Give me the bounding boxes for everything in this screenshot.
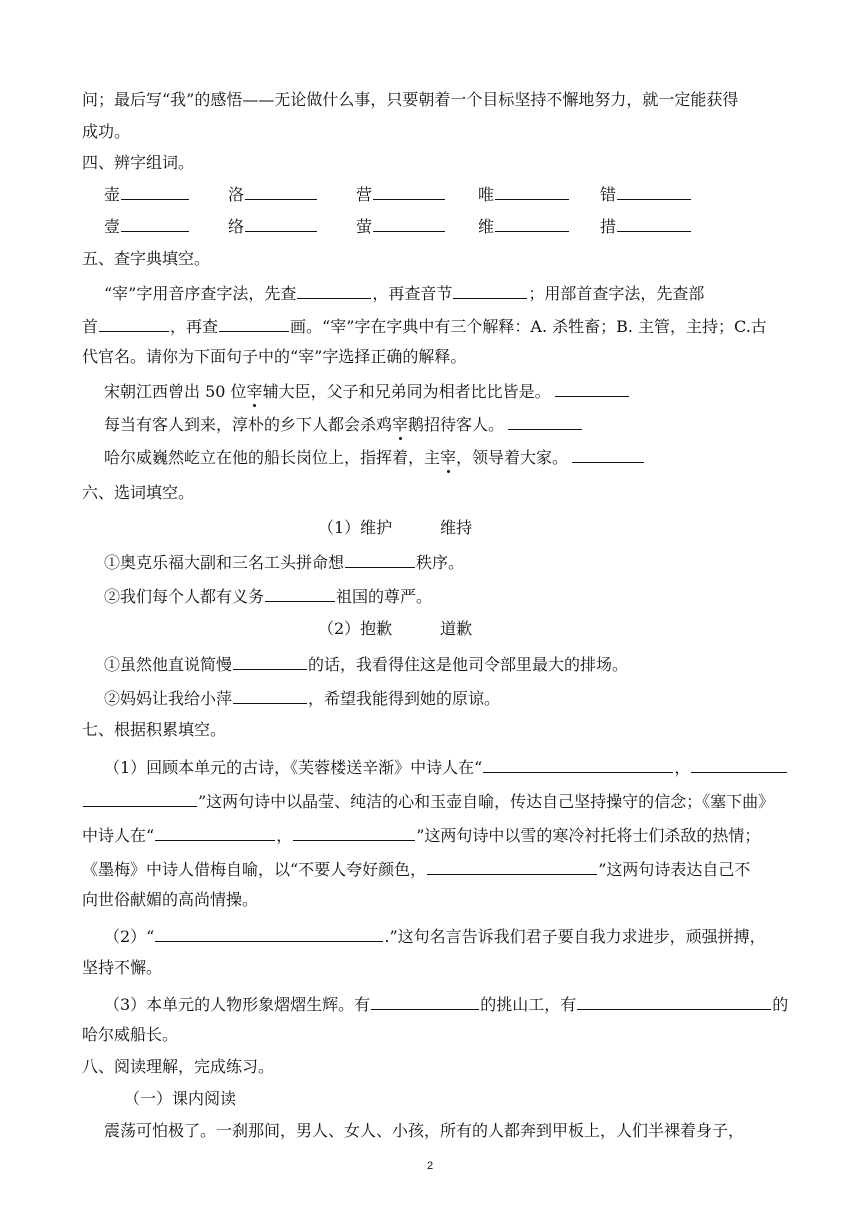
char: 壶	[104, 185, 121, 204]
answer-blank[interactable]	[245, 183, 317, 200]
answer-blank[interactable]	[245, 215, 317, 232]
answer-blank[interactable]	[427, 858, 597, 875]
answer-blank[interactable]	[483, 756, 673, 773]
choice-sentence: ②妈妈让我给小萍 ，希望我能得到她的原谅。	[104, 689, 501, 708]
intro-line-2: 成功。	[82, 122, 131, 141]
char: 措	[600, 217, 617, 236]
answer-blank[interactable]	[99, 315, 169, 332]
quote-line-2: 坚持不懈。	[82, 958, 163, 977]
answer-blank[interactable]	[373, 215, 445, 232]
choice-sentence: ②我们每个人都有义务 祖国的尊严。	[104, 587, 433, 606]
answer-blank[interactable]	[577, 993, 771, 1010]
char: 络	[228, 217, 245, 236]
answer-blank[interactable]	[555, 380, 629, 397]
choice-sentence: ①奥克乐福大副和三名工头拼命想 秩序。	[104, 553, 465, 572]
subsection-heading: （一）课内阅读	[124, 1089, 237, 1108]
answer-blank[interactable]	[219, 315, 289, 332]
example-sentence-3: 哈尔威巍然屹立在他的船长岗位上，指挥着，主宰，领导着大家。	[104, 446, 645, 468]
char: 萤	[356, 217, 373, 236]
section-4-heading: 四、辨字组词。	[82, 153, 195, 172]
word-pair-cell	[600, 215, 692, 237]
reading-paragraph: 震荡可怕极了。一刹那间，男人、女人、小孩，所有的人都奔到甲板上，人们半裸着身子，	[104, 1121, 745, 1140]
word-pair-cell	[104, 183, 190, 205]
word-pair-cell	[356, 183, 446, 205]
answer-blank[interactable]	[373, 183, 445, 200]
char: 错	[600, 185, 617, 204]
answer-blank[interactable]	[293, 824, 415, 841]
character-line: （3）本单元的人物形象熠熠生辉。有 的挑山工，有 的	[104, 995, 789, 1014]
poem-line-5: 向世俗献媚的高尚情操。	[82, 890, 259, 909]
char: 壹	[104, 217, 121, 236]
word-pair-cell	[478, 215, 570, 237]
word-pair-cell	[478, 183, 570, 205]
answer-blank[interactable]	[155, 824, 275, 841]
char: 唯	[478, 185, 495, 204]
choice-sentence: ①虽然他直说简慢 的话，我看得住这是他司令部里最大的排场。	[104, 655, 629, 674]
dotted-char: 宰	[246, 382, 263, 401]
answer-blank[interactable]	[155, 925, 383, 942]
quote-line: （2）“ .”这句名言告诉我们君子要自我力求进步，顽强拼搏，	[104, 927, 766, 946]
word-pair-cell	[104, 215, 190, 237]
poem-line-1: （1）回顾本单元的古诗，《芙蓉楼送辛渐》中诗人在“ ，	[104, 756, 788, 778]
dotted-char: 宰	[440, 448, 457, 467]
poem-line-2: ”这两句诗中以晶莹、纯洁的心和玉壶自喻，传达自己坚持操守的信念；《塞下曲》	[82, 790, 774, 812]
answer-blank[interactable]	[345, 551, 415, 568]
page-number: 2	[426, 1160, 434, 1172]
dictionary-line-3: 代官名。请你为下面句子中的“宰”字选择正确的解释。	[82, 347, 467, 366]
char: 营	[356, 185, 373, 204]
answer-blank[interactable]	[495, 183, 569, 200]
answer-blank[interactable]	[233, 653, 307, 670]
char: 维	[478, 217, 495, 236]
answer-blank[interactable]	[617, 183, 691, 200]
section-5-heading: 五、查字典填空。	[82, 249, 211, 268]
poem-line-3: 中诗人在“ ， ”这两句诗中以雪的寒冷衬托将士们杀敌的热情；	[82, 826, 761, 845]
answer-blank[interactable]	[572, 446, 644, 463]
answer-blank[interactable]	[121, 215, 189, 232]
word-pair-cell	[600, 183, 692, 205]
answer-blank[interactable]	[121, 183, 189, 200]
example-sentence-1: 宋朝江西曾出 50 位宰辅大臣，父子和兄弟同为相者比比皆是。	[104, 380, 630, 402]
poem-line-4: 《墨梅》中诗人借梅自喻，以“不要人夸好颜色， ”这两句诗表达自己不	[82, 860, 751, 879]
answer-blank[interactable]	[371, 993, 479, 1010]
answer-blank[interactable]	[617, 215, 691, 232]
answer-blank[interactable]	[83, 790, 197, 807]
answer-blank[interactable]	[233, 687, 307, 704]
example-sentence-2: 每当有客人到来，淳朴的乡下人都会杀鸡宰鹅招待客人。	[104, 413, 583, 435]
word-pair-cell	[356, 215, 446, 237]
dotted-char: 宰	[392, 415, 409, 434]
intro-line-1: 问；最后写“我”的感悟——无论做什么事，只要朝着一个目标坚持不懈地努力，就一定能获得	[82, 90, 739, 109]
answer-blank[interactable]	[453, 282, 527, 299]
section-8-heading: 八、阅读理解，完成练习。	[82, 1057, 275, 1076]
word-pair-cell	[228, 183, 318, 205]
answer-blank[interactable]	[297, 282, 371, 299]
word-pair-cell	[228, 215, 318, 237]
char: 洛	[228, 185, 245, 204]
dictionary-line-1: “宰”字用音序查字法，先查 ，再查音节 ；用部首查字法，先查部	[104, 284, 705, 303]
section-7-heading: 七、根据积累填空。	[82, 720, 227, 739]
word-choice-group-1: （1）维护 维持	[318, 518, 473, 537]
dictionary-line-2: 首 ，再查 画。“宰”字在字典中有三个解释：A. 杀牲畜；B. 主管，主持；C.古	[82, 317, 767, 336]
character-line-2: 哈尔威船长。	[82, 1025, 179, 1044]
answer-blank[interactable]	[265, 585, 335, 602]
word-choice-group-2: （2）抱歉 道歉	[318, 619, 473, 638]
answer-blank[interactable]	[495, 215, 569, 232]
answer-blank[interactable]	[508, 413, 582, 430]
section-6-heading: 六、选词填空。	[82, 483, 195, 502]
answer-blank[interactable]	[691, 756, 787, 773]
